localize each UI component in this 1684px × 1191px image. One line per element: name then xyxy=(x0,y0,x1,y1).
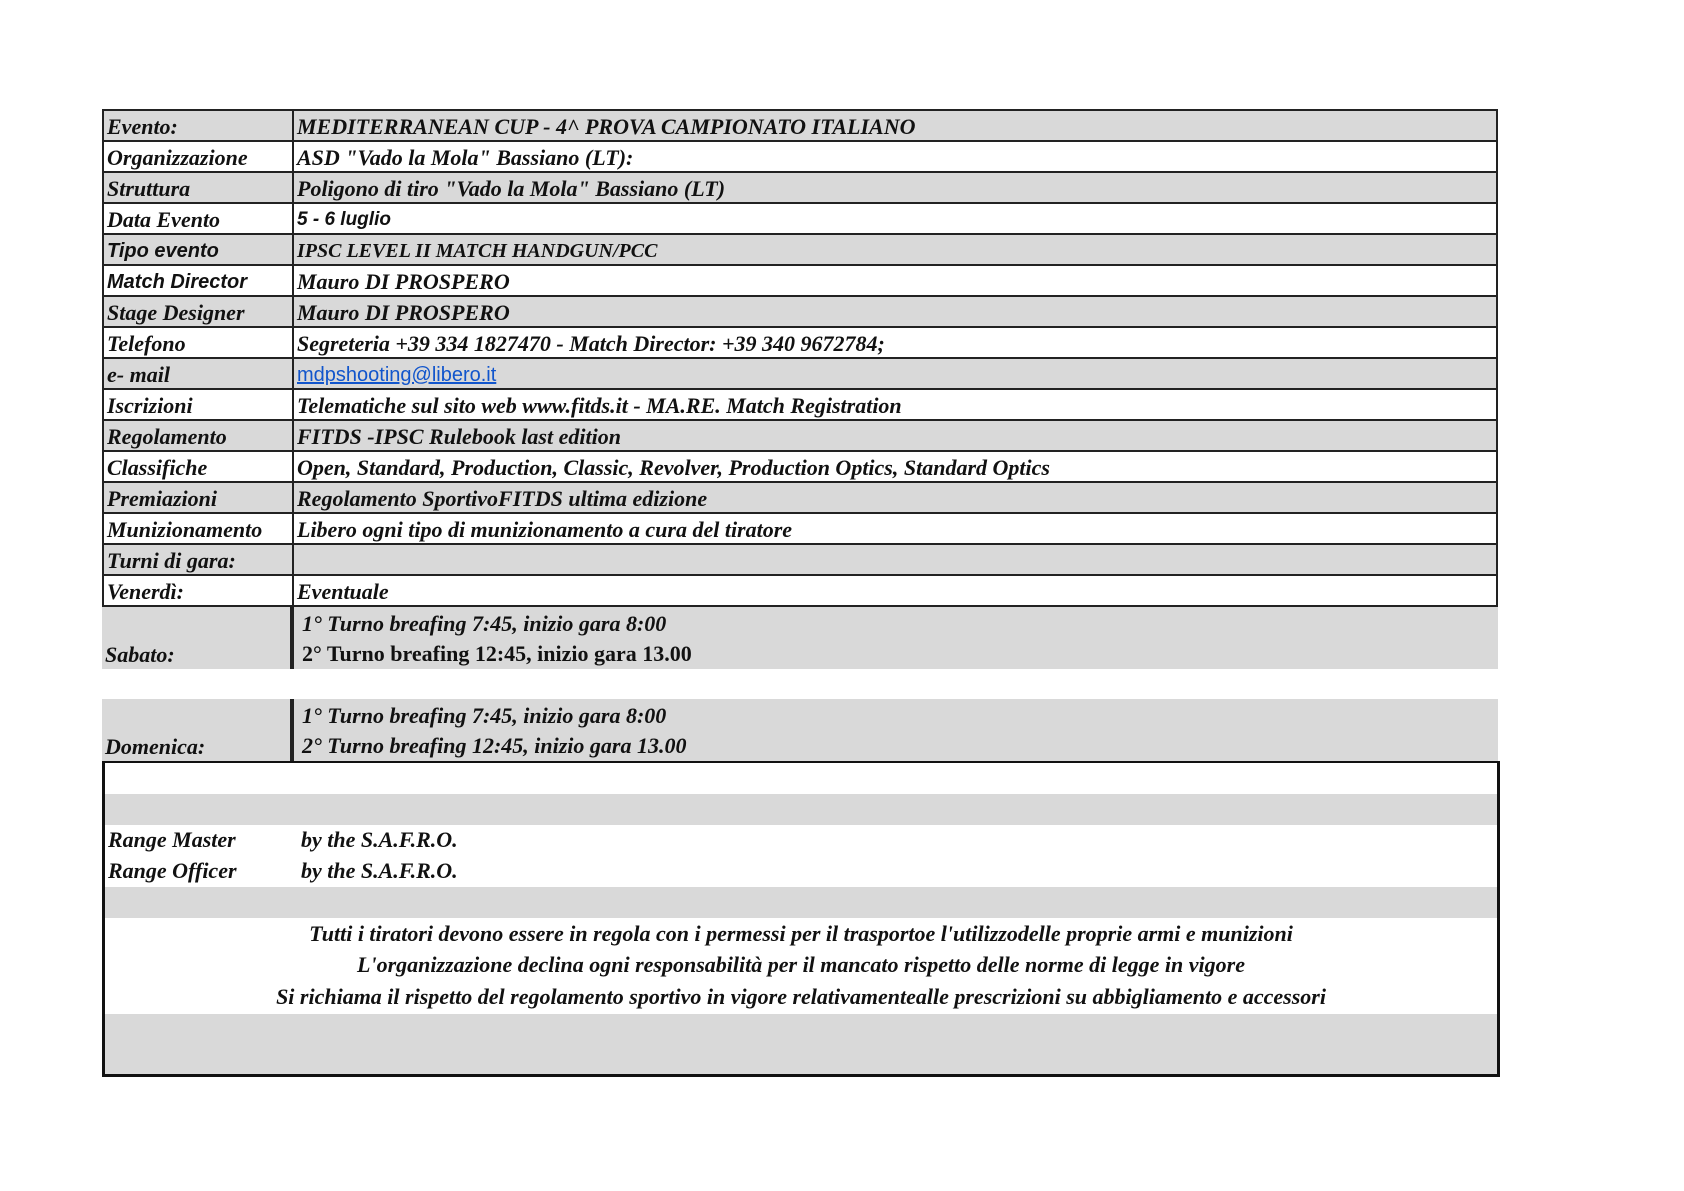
row-premiazioni xyxy=(103,482,1497,513)
label-struttura: Struttura xyxy=(103,172,293,203)
row-struttura xyxy=(103,172,1497,203)
row-classifiche xyxy=(103,451,1497,482)
label-iscrizioni: Iscrizioni xyxy=(103,389,293,420)
value-organizzazione: ASD "Vado la Mola" Bassiano (LT): xyxy=(293,141,1497,172)
range-master-value: by the S.A.F.R.O. xyxy=(301,827,458,852)
label-turni-di-gara: Turni di gara: xyxy=(103,544,293,575)
blank-row-4 xyxy=(105,1014,1497,1074)
row-regolamento xyxy=(103,420,1497,451)
label-organizzazione: Organizzazione xyxy=(103,141,293,172)
note-regolamento: Si richiama il rispetto del regolamento sportivo in vigore relativamentealle prescrizioni su abbigliamento e accessori xyxy=(276,984,1326,1009)
event-info-sheet xyxy=(102,109,1498,1077)
event-info-table xyxy=(102,109,1498,607)
label-classifiche: Classifiche xyxy=(103,451,293,482)
note-responsabilita: L'organizzazione declina ogni responsabilità per il mancato rispetto delle norme di legge in vigore xyxy=(357,952,1245,977)
row-tipo-evento xyxy=(103,234,1497,265)
row-data-evento xyxy=(103,203,1497,234)
range-officer-label: Range Officer xyxy=(108,858,237,883)
value-iscrizioni: Telematiche sul sito web www.fitds.it - MA.RE. Match Registration xyxy=(293,389,1497,420)
label-data-evento: Data Evento xyxy=(103,203,293,234)
value-classifiche: Open, Standard, Production, Classic, Revolver, Production Optics, Standard Optics xyxy=(293,451,1497,482)
row-munizionamento xyxy=(103,513,1497,544)
sabato-turno-2: 2° Turno breafing 12:45, inizio gara 13.00 xyxy=(302,641,692,666)
label-telefono: Telefono xyxy=(103,327,293,358)
domenica-label: Domenica: xyxy=(105,734,206,759)
domenica-turno-2: 2° Turno breafing 12:45, inizio gara 13.00 xyxy=(302,733,687,758)
label-tipo-evento: Tipo evento xyxy=(103,234,293,265)
value-venerdi: Eventuale xyxy=(293,575,1497,606)
label-venerdi: Venerdì: xyxy=(103,575,293,606)
email-link[interactable]: mdpshooting@libero.it xyxy=(297,364,497,386)
blank-row-3 xyxy=(105,887,1497,918)
domenica-block xyxy=(102,699,1498,761)
official-row-range-master xyxy=(105,825,1497,856)
label-evento: Evento: xyxy=(103,110,293,141)
row-venerdi xyxy=(103,575,1497,606)
row-telefono xyxy=(103,327,1497,358)
label-regolamento: Regolamento xyxy=(103,420,293,451)
blank-row-1 xyxy=(105,763,1497,794)
label-stage-designer: Stage Designer xyxy=(103,296,293,327)
label-match-director: Match Director xyxy=(103,265,293,296)
value-match-director: Mauro DI PROSPERO xyxy=(293,265,1497,296)
row-organizzazione xyxy=(103,141,1497,172)
value-tipo-evento: IPSC LEVEL II MATCH HANDGUN/PCC xyxy=(293,234,1497,265)
row-stage-designer xyxy=(103,296,1497,327)
value-email-cell xyxy=(293,358,1497,389)
domenica-divider xyxy=(290,699,294,761)
range-master-label: Range Master xyxy=(108,827,236,852)
value-struttura: Poligono di tiro "Vado la Mola" Bassiano (LT) xyxy=(293,172,1497,203)
official-row-range-officer xyxy=(105,856,1497,887)
value-evento: MEDITERRANEAN CUP - 4^ PROVA CAMPIONATO ITALIANO xyxy=(293,110,1497,141)
sabato-turno-1: 1° Turno breafing 7:45, inizio gara 8:00 xyxy=(302,611,667,636)
sabato-divider xyxy=(290,607,294,669)
value-turni-di-gara xyxy=(293,544,1497,575)
blank-row-2 xyxy=(105,794,1497,825)
label-munizionamento: Munizionamento xyxy=(103,513,293,544)
value-premiazioni: Regolamento SportivoFITDS ultima edizione xyxy=(293,482,1497,513)
row-match-director xyxy=(103,265,1497,296)
value-munizionamento: Libero ogni tipo di munizionamento a cura del tiratore xyxy=(293,513,1497,544)
value-regolamento: FITDS -IPSC Rulebook last edition xyxy=(293,420,1497,451)
range-officer-value: by the S.A.F.R.O. xyxy=(301,858,458,883)
row-iscrizioni xyxy=(103,389,1497,420)
spacer-row xyxy=(102,669,1498,699)
row-turni-di-gara xyxy=(103,544,1497,575)
domenica-turno-1: 1° Turno breafing 7:45, inizio gara 8:00 xyxy=(302,703,667,728)
value-telefono: Segreteria +39 334 1827470 - Match Director: +39 340 9672784; xyxy=(293,327,1497,358)
sabato-label: Sabato: xyxy=(105,642,175,667)
value-data-evento: 5 - 6 luglio xyxy=(293,203,1497,234)
label-premiazioni: Premiazioni xyxy=(103,482,293,513)
row-email xyxy=(103,358,1497,389)
sabato-block xyxy=(102,607,1498,669)
label-email: e- mail xyxy=(103,358,293,389)
value-stage-designer: Mauro DI PROSPERO xyxy=(293,296,1497,327)
row-evento xyxy=(103,110,1497,141)
note-permessi: Tutti i tiratori devono essere in regola con i permessi per il trasportoe l'utilizzodelle proprie armi e munizioni xyxy=(309,921,1293,946)
bottom-section xyxy=(102,761,1500,1077)
